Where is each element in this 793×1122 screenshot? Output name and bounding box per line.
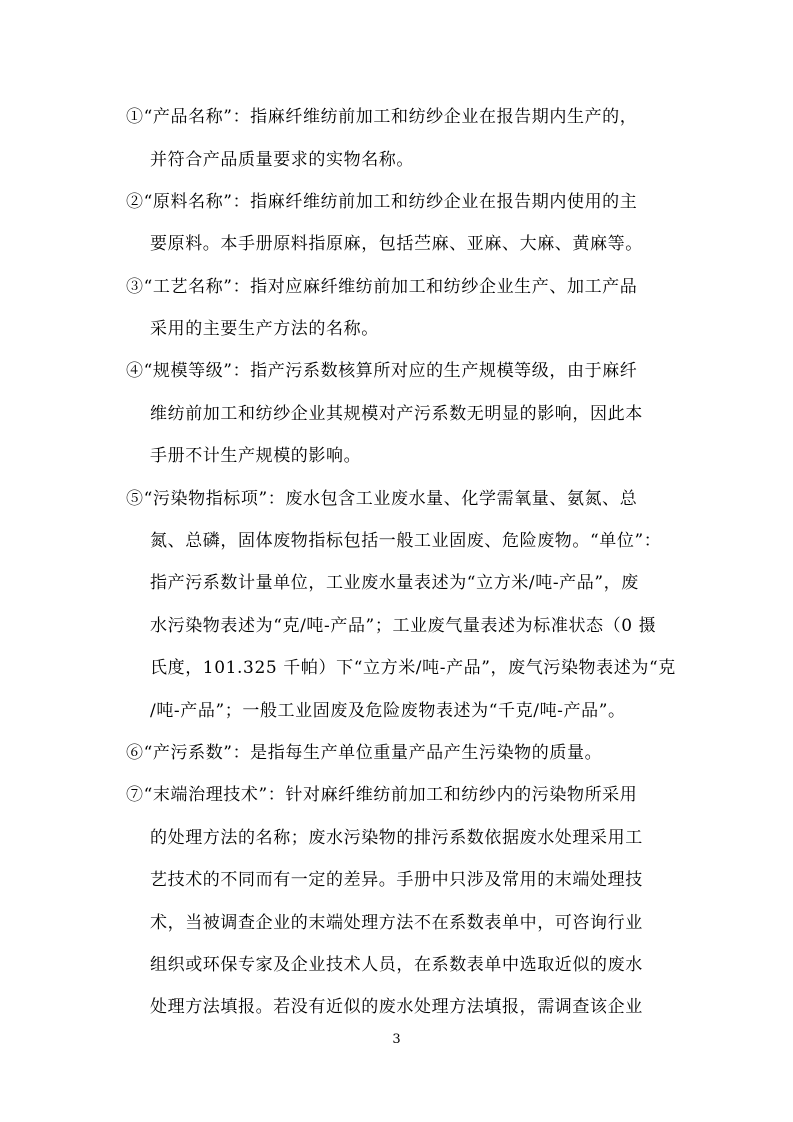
item-5-line-2: 氮、总磷，固体废物指标包括一般工业固废、危险废物。“单位”： <box>150 531 662 551</box>
item-7-line-3: 艺技术的不同而有一定的差异。手册中只涉及常用的末端处理技 <box>150 870 643 890</box>
item-4-line-2: 维纺前加工和纺纱企业其规模对产污系数无明显的影响，因此本 <box>150 404 643 424</box>
item-3-line-2: 采用的主要生产方法的名称。 <box>150 319 379 339</box>
item-2-line-1: ②“原料名称”：指麻纤维纺前加工和纺纱企业在报告期内使用的主 <box>126 192 638 212</box>
item-5-line-5: 氏度，101.325 千帕）下“立方米/吨-产品”，废气污染物表述为“克 <box>150 658 676 678</box>
item-2-line-2: 要原料。本手册原料指原麻，包括苎麻、亚麻、大麻、黄麻等。 <box>150 234 643 254</box>
item-5-line-4: 水污染物表述为“克/吨-产品”；工业废气量表述为标准状态（0 摄 <box>150 616 657 636</box>
item-1-line-2: 并符合产品质量要求的实物名称。 <box>150 150 414 170</box>
item-5-line-3: 指产污系数计量单位，工业废水量表述为“立方米/吨-产品”，废 <box>150 573 639 593</box>
item-4-line-3: 手册不计生产规模的影响。 <box>150 446 362 466</box>
item-7-line-1: ⑦“末端治理技术”：针对麻纤维纺前加工和纺纱内的污染物所采用 <box>126 785 638 805</box>
item-6-line-1: ⑥“产污系数”：是指每生产单位重量产品产生污染物的质量。 <box>126 743 603 763</box>
item-5-line-6: /吨-产品”；一般工业固废及危险废物表述为“千克/吨-产品”。 <box>150 701 626 721</box>
item-7-line-2: 的处理方法的名称；废水污染物的排污系数依据废水处理采用工 <box>150 828 643 848</box>
page-number: 3 <box>392 1032 401 1047</box>
item-4-line-1: ④“规模等级”：指产污系数核算所对应的生产规模等级，由于麻纤 <box>126 361 638 381</box>
item-3-line-1: ③“工艺名称”：指对应麻纤维纺前加工和纺纱企业生产、加工产品 <box>126 277 638 297</box>
item-1-line-1: ①“产品名称”：指麻纤维纺前加工和纺纱企业在报告期内生产的， <box>126 107 638 127</box>
item-5-line-1: ⑤“污染物指标项”：废水包含工业废水量、化学需氧量、氨氮、总 <box>126 489 638 509</box>
item-7-line-5: 组织或环保专家及企业技术人员，在系数表单中选取近似的废水 <box>150 955 643 975</box>
item-7-line-6: 处理方法填报。若没有近似的废水处理方法填报，需调查该企业 <box>150 997 643 1017</box>
item-7-line-4: 术，当被调查企业的末端处理方法不在系数表单中，可咨询行业 <box>150 913 643 933</box>
